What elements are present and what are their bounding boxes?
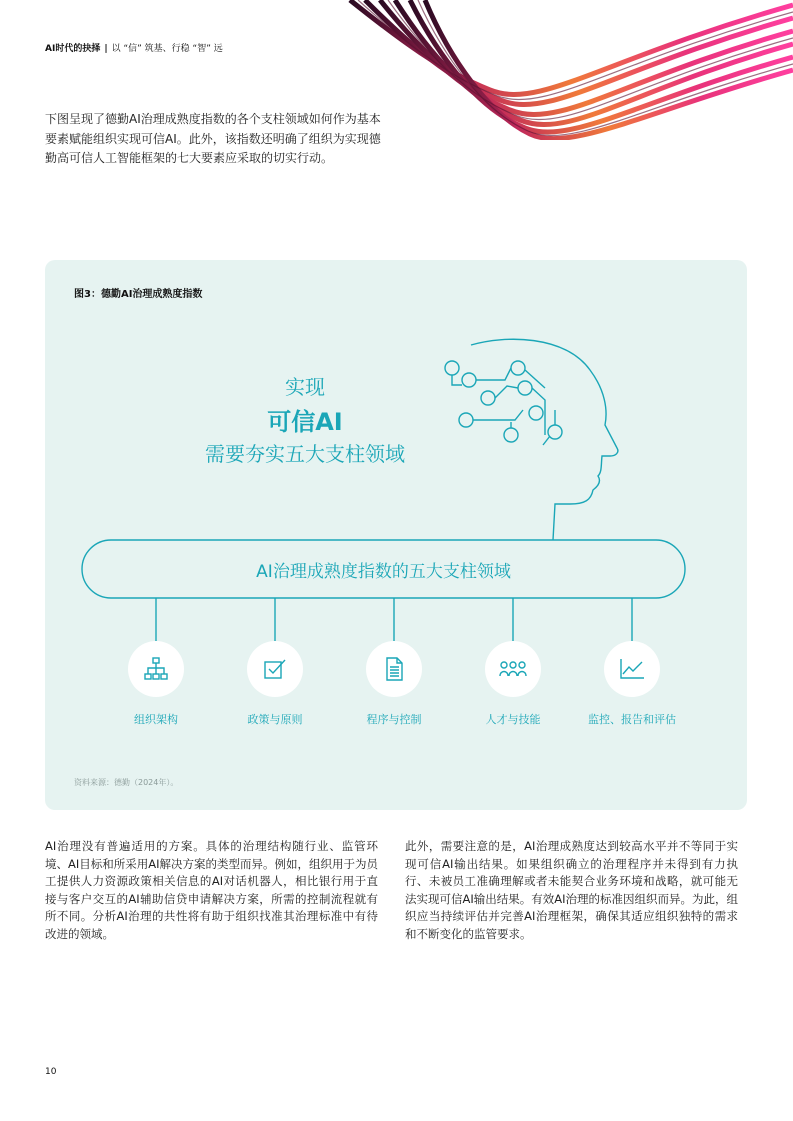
intro-paragraph: 下图呈现了德勤AI治理成熟度指数的各个支柱领域如何作为基本要素赋能组织实现可信AI。此外，该指数还明确了组织为实现德勤高可信人工智能框架的七大要素应采取的切实行动。	[45, 112, 381, 165]
pillar-label: 监控、报告和评估	[588, 713, 676, 726]
pillar-monitoring	[577, 641, 687, 727]
hero-line-3: 需要夯实五大支柱领域	[205, 442, 405, 466]
head-outline	[471, 339, 618, 540]
org-chart-icon	[143, 656, 169, 682]
header-subtitle: 以 “信” 筑基、行稳 “智” 远	[111, 44, 223, 54]
pillars-bar-label: AI治理成熟度指数的五大支柱领域	[256, 561, 511, 582]
pillar-policy	[220, 641, 330, 727]
figure-panel	[45, 260, 747, 810]
hero-statement	[175, 373, 435, 468]
running-header	[45, 41, 223, 54]
header-title: AI时代的抉择	[45, 44, 101, 54]
pillar-label: 人才与技能	[485, 713, 541, 726]
pillar-icon-circle	[366, 641, 422, 697]
hero-line-2: 可信AI	[267, 408, 343, 436]
body-right-column: 此外，需要注意的是，AI治理成熟度达到较高水平并不等同于实现可信AI输出结果。如果组织确立的治理程序并未得到有力执行、未被员工准确理解或者未能契合业务环境和战略，就可能无法实现可信AI输出结果。有效AI治理的标准因组织而异。为此，组织应当持续评估并完善AI治理框架，确保其适应组织独特的需求和不断变化的监管要求。	[405, 839, 739, 941]
header-separator: |	[104, 44, 108, 54]
pillar-process	[339, 641, 449, 727]
pillar-organization	[101, 641, 211, 727]
people-icon	[498, 656, 528, 682]
pillar-label: 程序与控制	[366, 713, 422, 726]
pillar-icon-circle	[604, 641, 660, 697]
pillar-label: 政策与原则	[247, 713, 303, 726]
pillar-talent	[458, 641, 568, 727]
page-number: 10	[45, 1067, 57, 1077]
pillar-label: 组织架构	[134, 713, 178, 726]
pillar-icon-circle	[247, 641, 303, 697]
figure-diagram	[45, 260, 747, 810]
line-chart-icon	[618, 656, 646, 682]
hero-line-1: 实现	[285, 375, 325, 399]
pillar-icon-circle	[485, 641, 541, 697]
body-left-column: AI治理没有普遍适用的方案。具体的治理结构随行业、监管环境、AI目标和所采用AI解决方案的类型而异。例如，组织用于为员工提供人力资源政策相关信息的AI对话机器人，相比银行用于直接与客户交互的AI辅助信贷申请解决方案，所需的控制流程就有所不同。分析AI治理的共性将有助于组织找准其治理标准中有待改进的领域。	[45, 839, 379, 941]
decorative-ribbon-art	[340, 0, 793, 140]
document-icon	[381, 656, 407, 682]
brain-circuit-icon	[445, 361, 562, 445]
pillar-icon-circle	[128, 641, 184, 697]
figure-source: 资料来源：德勤（2024年）。	[74, 778, 179, 787]
checkbox-icon	[262, 656, 288, 682]
figure-title: 图3：德勤AI治理成熟度指数	[74, 289, 203, 300]
